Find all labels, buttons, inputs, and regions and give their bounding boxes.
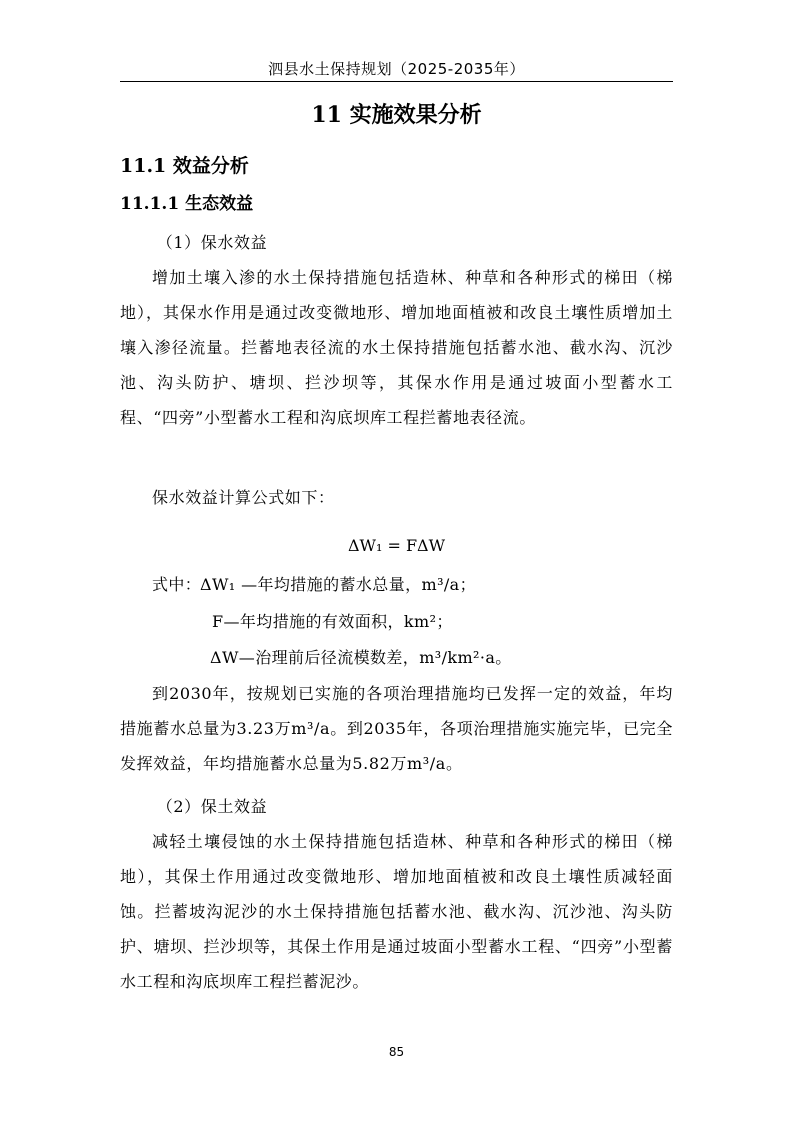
part1-paragraph-2: 到2030年，按规划已实施的各项治理措施均已发挥一定的效益，年均措施蓄水总量为3.23万m³/a。到2035年，各项治理措施实施完毕，已完全发挥效益，年均措施蓄水总量为5.82万m³/a。	[120, 684, 673, 773]
part1-paragraph-1: 增加土壤入渗的水土保持措施包括造林、种草和各种形式的梯田（梯地），其保水作用是通过改变微地形、增加地面植被和改良土壤性质增加土壤入渗径流量。拦蓄地表径流的水土保持措施包括蓄水池、截水沟、沉沙池、沟头防护、塘坝、拦沙坝等，其保水作用是通过坡面小型蓄水工程、“四旁”小型蓄水工程和沟底坝库工程拦蓄地表径流。	[120, 268, 673, 427]
part2-paragraph-1: 减轻土壤侵蚀的水土保持措施包括造林、种草和各种形式的梯田（梯地），其保土作用通过改变微地形、增加地面植被和改良土壤性质减轻面蚀。拦蓄坡沟泥沙的水土保持措施包括蓄水池、截水沟、沉沙池、沟头防护、塘坝、拦沙坝等，其保土作用是通过坡面小型蓄水工程、“四旁”小型蓄水工程和沟底坝库工程拦蓄泥沙。	[120, 832, 673, 991]
definitions-where-label: 式中：	[152, 575, 202, 594]
subsection-heading: 11.1.1 生态效益	[120, 194, 254, 214]
formula-intro: 保水效益计算公式如下：	[152, 488, 335, 507]
part2-heading: （2）保土效益	[156, 797, 268, 816]
definition-delta-w: ΔW—治理前后径流模数差，m³/km²·a。	[210, 648, 512, 667]
part1-heading: （1）保水效益	[156, 233, 268, 252]
formula: ΔW₁ = FΔW	[347, 536, 446, 555]
definition-delta-w1: ΔW₁ —年均措施的蓄水总量，m³/a；	[200, 575, 477, 594]
running-header: 泗县水土保持规划（2025-2035年）	[268, 60, 525, 78]
chapter-title: 11 实施效果分析	[311, 102, 482, 128]
definition-f: F—年均措施的有效面积，km²；	[212, 612, 453, 631]
page-number: 85	[388, 1045, 405, 1059]
header-divider	[120, 81, 673, 82]
section-heading: 11.1 效益分析	[120, 155, 249, 177]
